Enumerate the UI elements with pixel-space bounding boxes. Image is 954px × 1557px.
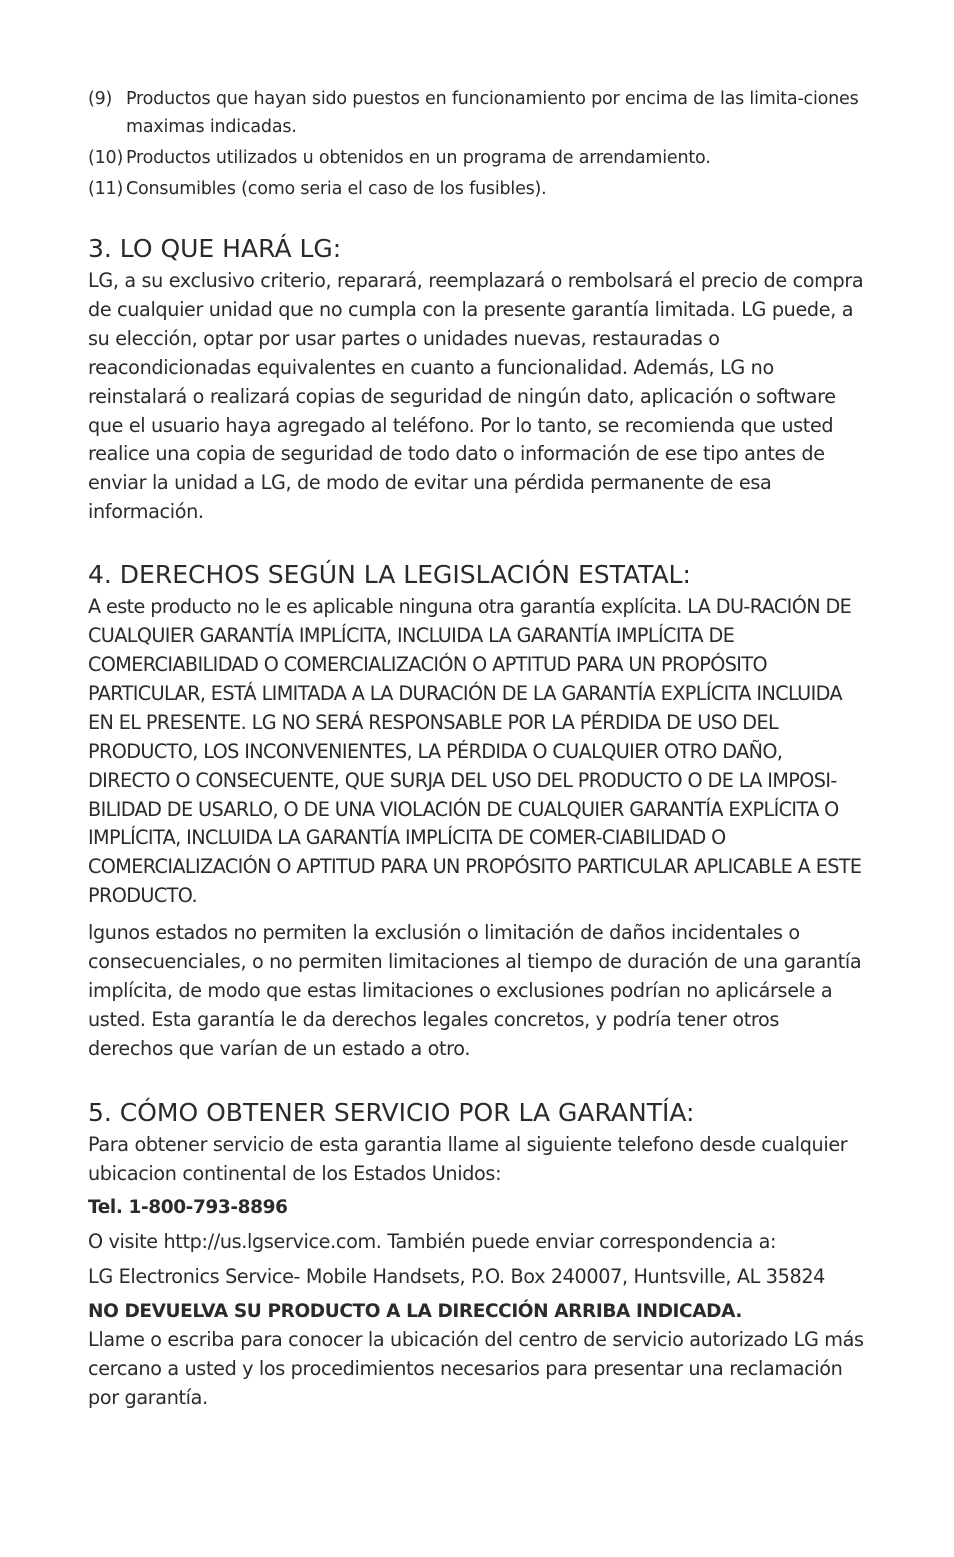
list-item-text: Consumibles (como seria el caso de los fusibles). <box>126 179 547 199</box>
list-item-number: (10) <box>88 148 124 168</box>
list-item <box>88 85 868 141</box>
exclusion-list <box>88 85 868 203</box>
section-5-intro: Para obtener servicio de esta garantia llame al siguiente telefono desde cualquier ubicacion continental de los Estados Unidos: <box>88 1132 848 1185</box>
list-item-text: Productos utilizados u obtenidos en un programa de arrendamiento. <box>126 148 711 168</box>
visit-text: O visite http://us.lgservice.com. También puede enviar correspondencia a: <box>88 1230 777 1254</box>
list-item-text: Productos que hayan sido puestos en funcionamiento por encima de las limita-ciones maximas indicadas. <box>126 89 859 137</box>
section-4-body-caps: A este producto no le es aplicable ninguna otra garantía explícita. LA DU-RACIÓN DE CUALQUIER GARANTÍA IMPLÍCITA, INCLUIDA LA GARANTÍA IMPLÍCITA DE COMERCIABILIDAD O COMERCIALIZACIÓN O APTITUD PARA UN PROPÓSITO PARTICULAR, ESTÁ LIMITADA A LA DURACIÓN DE LA GARANTÍA EXPLÍCITA INCLUIDA EN EL PRESENTE. LG NO SERÁ RESPONSABLE POR LA PÉRDIDA DE USO DEL PRODUCTO, LOS INCONVENIENTES, LA PÉRDIDA O CUALQUIER OTRO DAÑO, DIRECTO O CONSECUENTE, QUE SURJA DEL USO DEL PRODUCTO O DE LA IMPOSI-BILIDAD DE USARLO, O DE UNA VIOLACIÓN DE CUALQUIER GARANTÍA EXPLÍCITA O IMPLÍCITA, INCLUIDA LA GARANTÍA IMPLÍCITA DE COMER-CIABILIDAD O COMERCIALIZACIÓN O APTITUD PARA UN PROPÓSITO PARTICULAR APLICABLE A ESTE PRODUCTO. <box>88 595 862 908</box>
return-warning: NO DEVUELVA SU PRODUCTO A LA DIRECCIÓN ARRIBA INDICADA. <box>88 1301 742 1323</box>
section-5-heading: 5. CÓMO OBTENER SERVICIO POR LA GARANTÍA: <box>88 1097 695 1127</box>
phone-number: Tel. 1-800-793-8896 <box>88 1197 288 1219</box>
list-item-number: (11) <box>88 179 124 199</box>
list-item <box>88 175 868 203</box>
list-item <box>88 144 868 172</box>
mailing-address: LG Electronics Service- Mobile Handsets, P.O. Box 240007, Huntsville, AL 35824 <box>88 1265 826 1289</box>
warranty-page <box>88 85 868 1413</box>
section-4-heading: 4. DERECHOS SEGÚN LA LEGISLACIÓN ESTATAL: <box>88 560 691 590</box>
closing-text: Llame o escriba para conocer la ubicación del centro de servicio autorizado LG más cercano a usted y los procedimientos necesarios para presentar una reclamación por garantía. <box>88 1328 864 1410</box>
section-4-body: lgunos estados no permiten la exclusión o limitación de daños incidentales o consecuenciales, o no permiten limitaciones al tiempo de duración de una garantía implícita, de modo que estas limitaciones o exclusiones podrían no aplicársele a usted. Esta garantía le da derechos legales concretos, y podría tener otros derechos que varían de un estado a otro. <box>88 921 862 1060</box>
section-3-heading: 3. LO QUE HARÁ LG: <box>88 234 342 263</box>
list-item-number: (9) <box>88 89 113 109</box>
section-3-body: LG, a su exclusivo criterio, reparará, reemplazará o rembolsará el precio de compra de cualquier unidad que no cumpla con la presente garantía limitada. LG puede, a su elección, optar por usar partes o unidades nuevas, restauradas o reacondicionadas equivalentes en cuanto a funcionalidad. Además, LG no reinstalará o realizará copias de seguridad de ningún dato, aplicación o software que el usuario haya agregado al teléfono. Por lo tanto, se recomienda que usted realice una copia de seguridad de todo dato o información de ese tipo antes de enviar la unidad a LG, de modo de evitar una pérdida permanente de esa información. <box>88 269 864 524</box>
